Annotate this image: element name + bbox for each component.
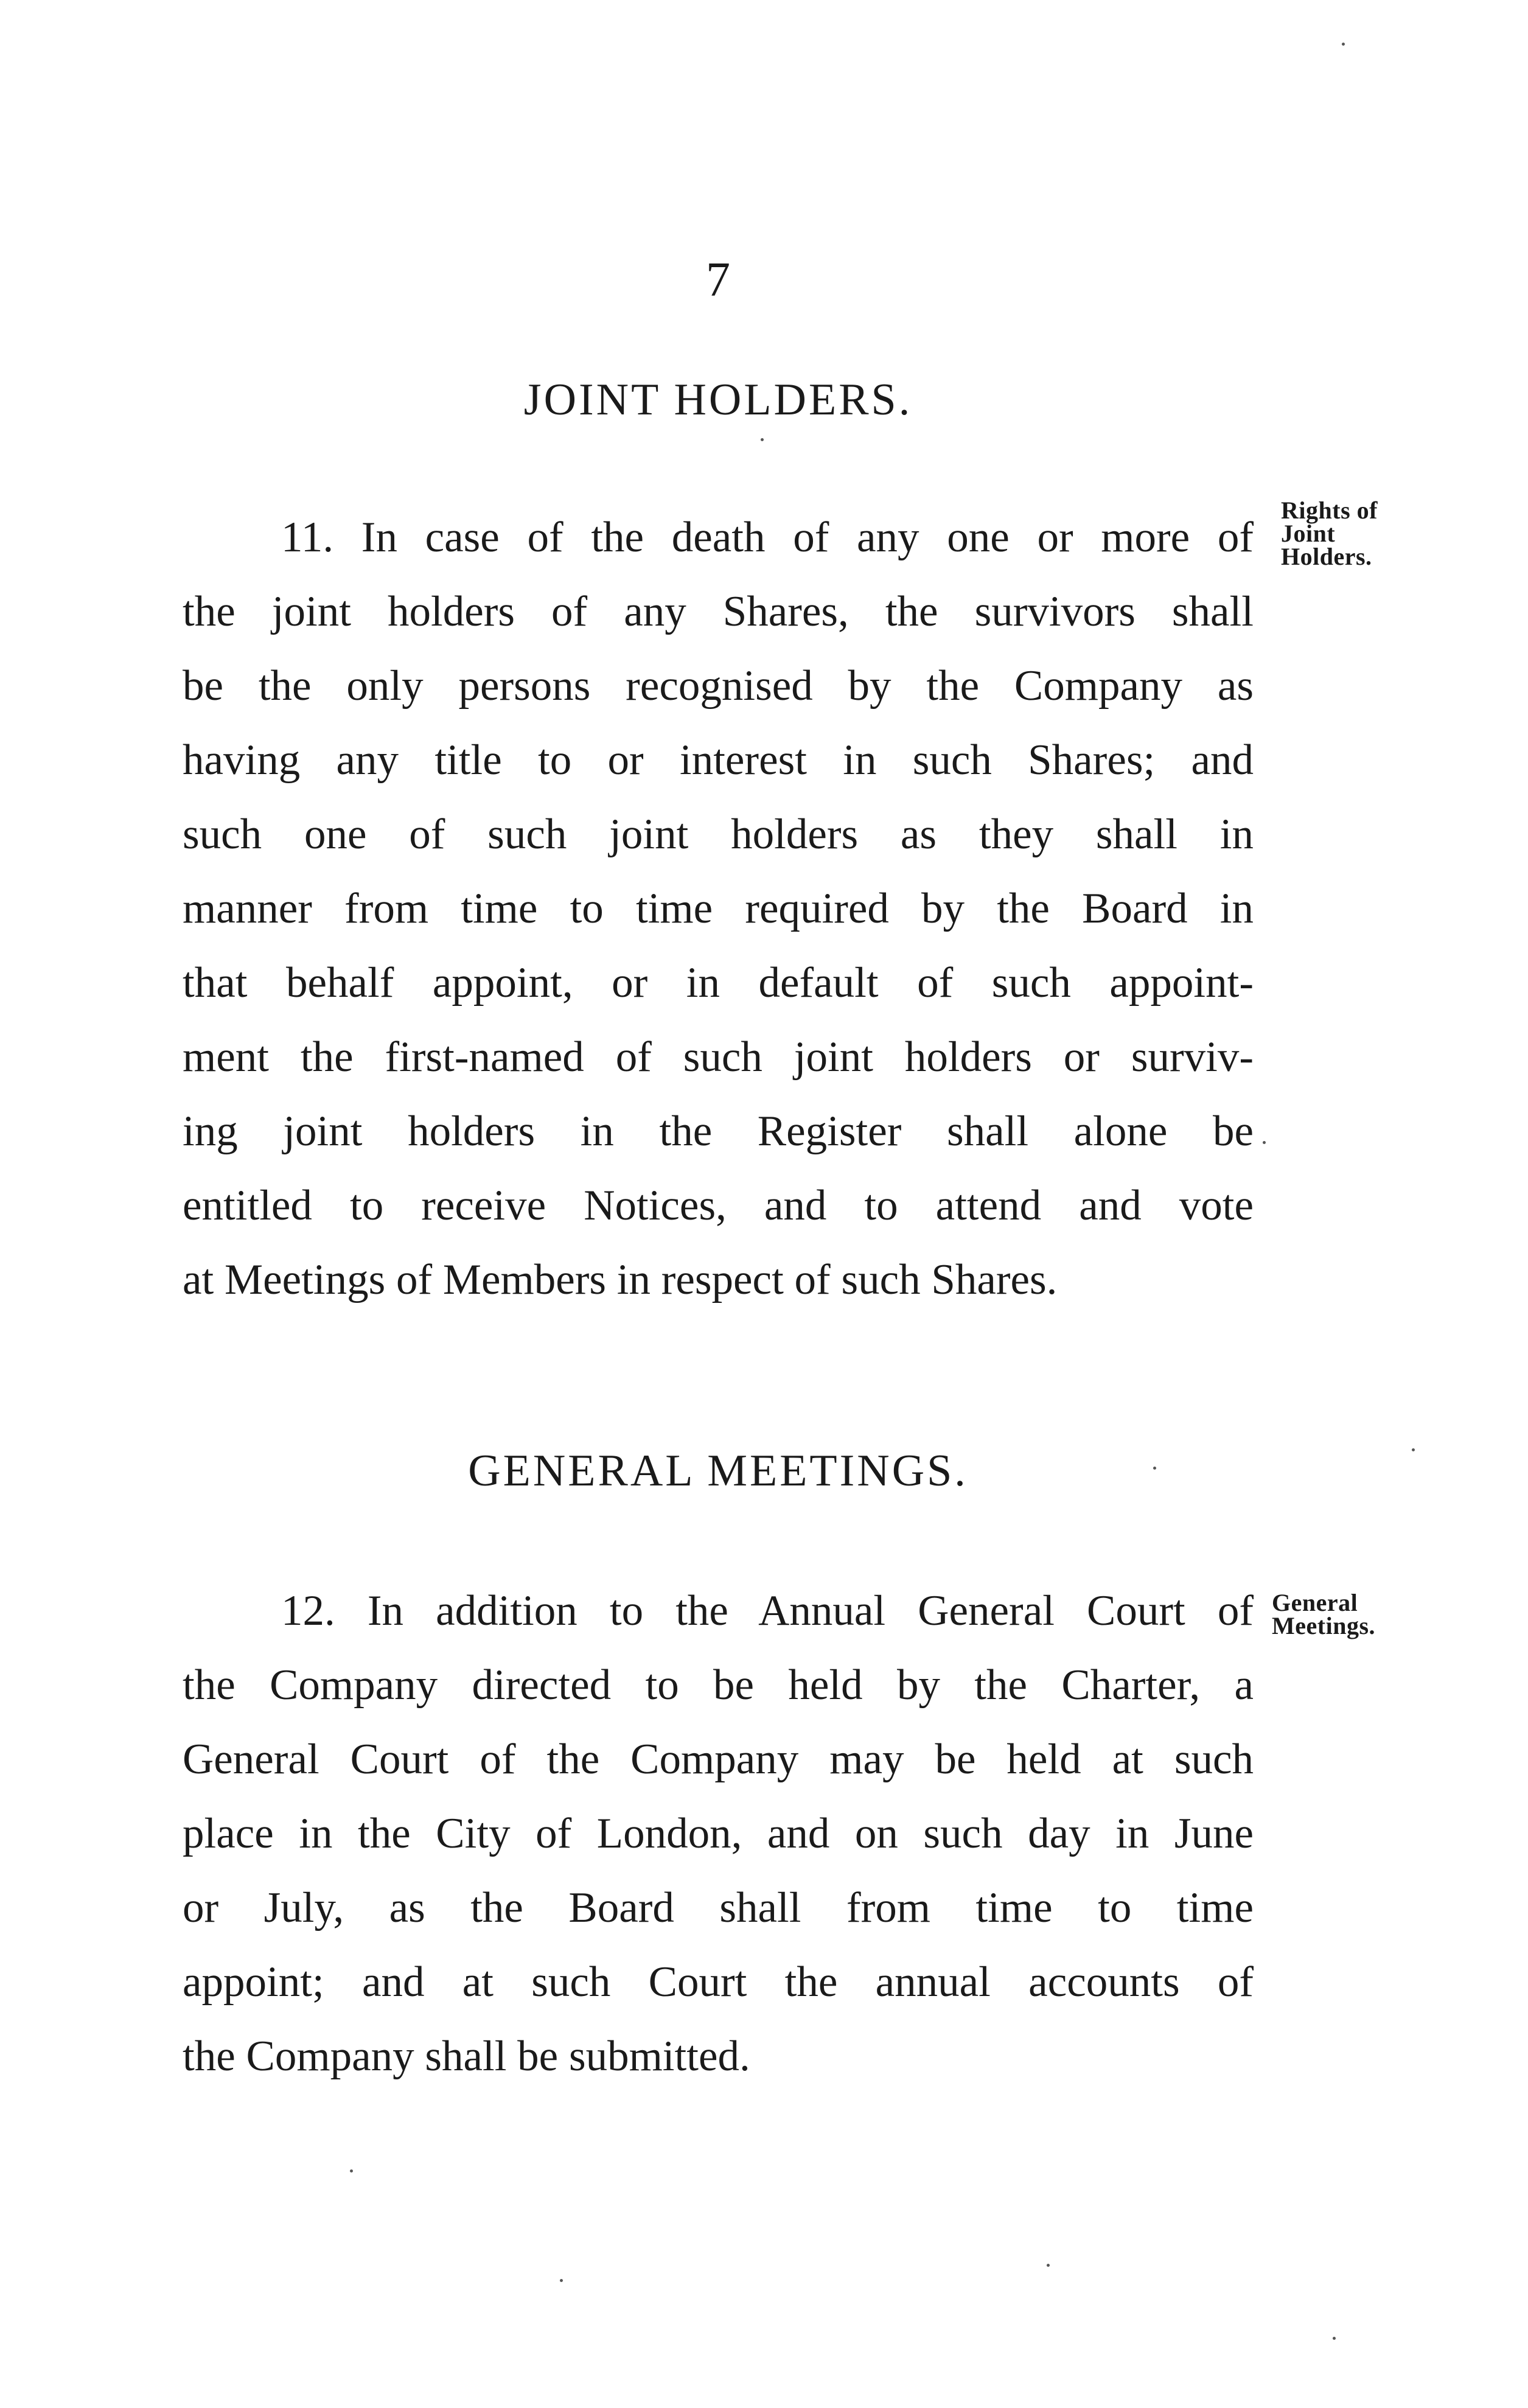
paragraph-line: having any title to or interest in such Shares; and <box>183 736 1254 784</box>
margin-note-general-meetings <box>1272 1591 1375 1638</box>
paragraph-line: appoint; and at such Court the annual accounts of <box>183 1958 1254 2006</box>
scan-speck <box>1333 2337 1336 2340</box>
paragraph-line: entitled to receive Notices, and to attend and vote <box>183 1182 1254 1229</box>
scan-speck <box>350 2169 353 2172</box>
paragraph-line: 11. In case of the death of any one or more of <box>281 514 1254 561</box>
margin-note-line: Holders. <box>1281 543 1372 570</box>
paragraph-line: ment the first-named of such joint holders or surviv- <box>183 1033 1254 1081</box>
paragraph-line: manner from time to time required by the Board in <box>183 885 1254 932</box>
paragraph-line: ing joint holders in the Register shall alone be <box>183 1108 1254 1155</box>
section-heading-general-meetings: GENERAL MEETINGS. <box>468 1446 968 1496</box>
margin-note-line: Joint <box>1281 520 1336 547</box>
margin-note-line: Rights of <box>1281 497 1378 524</box>
paragraph-line: the Company shall be submitted. <box>183 2033 750 2080</box>
paragraph-line: the Company directed to be held by the Charter, a <box>183 1661 1254 1709</box>
paragraph-line: 12. In addition to the Annual General Court of <box>281 1587 1254 1635</box>
scan-speck <box>1342 43 1345 46</box>
paragraph-line: or July, as the Board shall from time to time <box>183 1884 1254 1932</box>
paragraph-line: General Court of the Company may be held at such <box>183 1736 1254 1783</box>
margin-note-line: General <box>1272 1589 1358 1616</box>
margin-note-rights-of-joint-holders <box>1281 499 1378 568</box>
paragraph-line: be the only persons recognised by the Company as <box>183 662 1254 710</box>
scan-speck <box>761 438 764 441</box>
paragraph-line: that behalf appoint, or in default of such appoint- <box>183 959 1254 1007</box>
scan-speck <box>1412 1448 1415 1451</box>
scan-speck <box>560 2279 563 2282</box>
margin-note-line: Meetings. <box>1272 1612 1376 1639</box>
page-number: 7 <box>706 253 730 307</box>
scan-speck <box>1263 1141 1266 1144</box>
scan-speck <box>1047 2264 1050 2267</box>
paragraph-line: place in the City of London, and on such day in June <box>183 1810 1254 1857</box>
paragraph-line: at Meetings of Members in respect of such Shares. <box>183 1256 1058 1303</box>
paragraph-line: such one of such joint holders as they shall in <box>183 811 1254 858</box>
section-heading-joint-holders: JOINT HOLDERS. <box>523 375 913 425</box>
paragraph-line: the joint holders of any Shares, the survivors shall <box>183 588 1254 635</box>
scan-speck <box>1153 1467 1156 1470</box>
